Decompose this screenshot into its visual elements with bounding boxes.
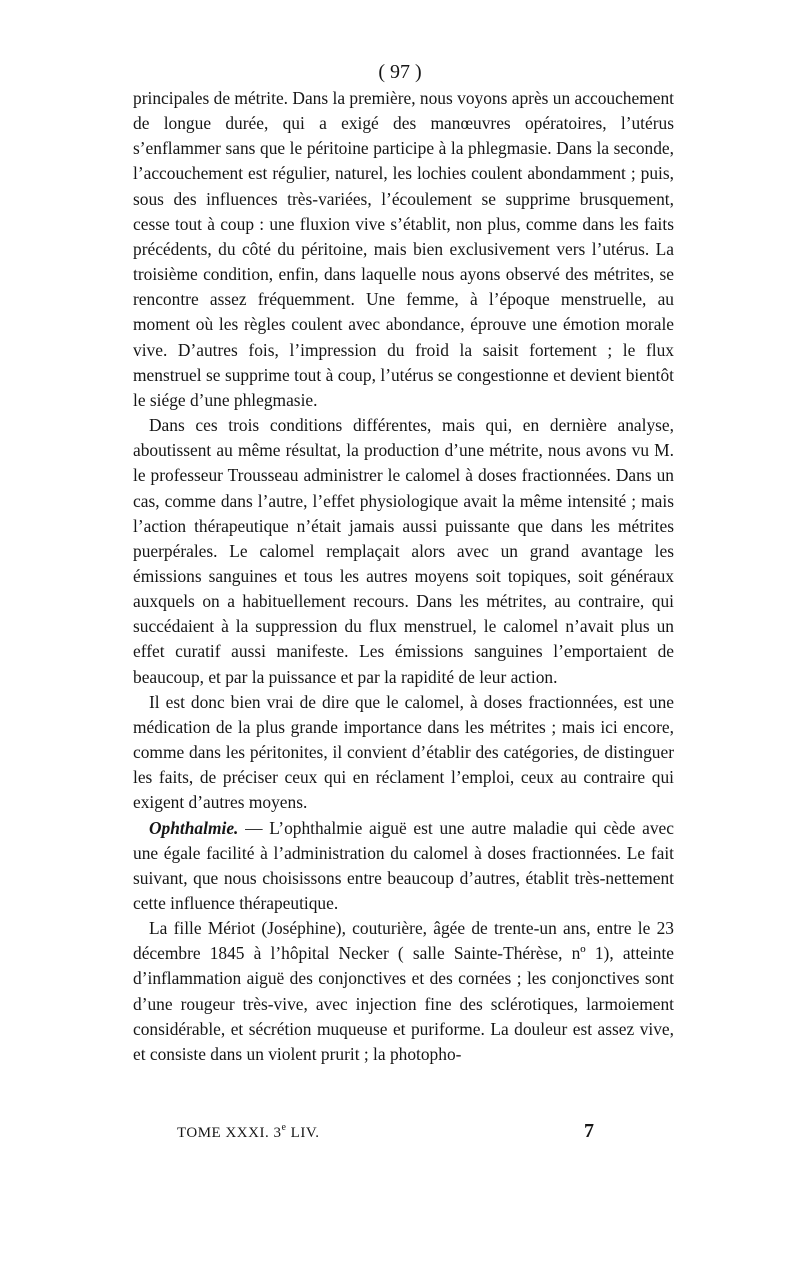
paragraph-4 [133,816,674,917]
signature-main: TOME XXXI. 3 [177,1125,282,1141]
sheet-number: 7 [584,1120,594,1142]
section-heading-ophthalmie: Ophthalmie. [149,817,239,838]
signature-superscript: e [281,1122,287,1133]
page-footer [133,1121,674,1147]
body-text [133,86,674,1067]
paragraph-3: Il est donc bien vrai de dire que le calomel, à doses fractionnées, est une médication de la plus grande importance dans les métrites ; mais ici encore, comme dans les péritonites, il convient d’établir des catégories, de distinguer les faits, de préciser ceux qui en réclament l’emploi, ceux au contraire qui exigent d’autres moyens. [133,691,674,813]
signature-end: LIV. [286,1125,320,1141]
paragraph-2: Dans ces trois conditions différentes, mais qui, en dernière analyse, aboutissent au même résultat, la production d’une métrite, nous avons vu M. le professeur Trousseau administrer le calomel à doses fractionnées. Dans un cas, comme dans l’autre, l’effet physiologique avait la même intensité ; mais l’action thérapeutique n’était jamais aussi puissante que dans les métrites puerpérales. Le calomel remplaçait alors avec un grand avantage les émissions sanguines et tous les autres moyens soit topiques, soit généraux auxquels on a habituellement recours. Dans les métrites, au contraire, qui succédaient à la suppression du flux menstruel, le calomel n’avait plus un effet curatif aussi manifeste. Les émissions sanguines l’emportaient de beaucoup, et par la puissance et par la rapidité de leur action. [133,415,674,687]
paragraph-5: La fille Mériot (Joséphine), couturière, âgée de trente-un ans, entre le 23 décembre 1845 à l’hôpital Necker ( salle Sainte-Thérèse, nº 1), atteinte d’inflammation aiguë des conjonctives et des cornées ; les conjonctives sont d’une rougeur très-vive, avec injection fine des sclérotiques, larmoiement considérable, et sécrétion muqueuse et puriforme. La douleur est assez vive, et consiste dans un violent prurit ; la photopho- [133,918,674,1064]
paragraph-4-text: — L’ophthalmie aiguë est une autre maladie qui cède avec une égale facilité à l’administration du calomel à doses fractionnées. Le fait suivant, que nous choisissons entre beaucoup d’autres, établit très-nettement cette influence thérapeutique. [133,817,674,913]
paragraph-1: principales de métrite. Dans la première, nous voyons après un accouchement de longue durée, qui a exigé des manœuvres opératoires, l’utérus s’enflammer sans que le péritoine participe à la phlegmasie. Dans la seconde, l’accouchement est régulier, naturel, les lochies coulent abondamment ; puis, sous des influences très-variées, l’écoulement se supprime brusquement, cesse tout à coup : une fluxion vive s’établit, non plus, comme dans les faits précédents, du côté du péritoine, mais bien exclusivement vers l’utérus. La troisième condition, enfin, dans laquelle nous ayons observé des métrites, se rencontre assez fréquemment. Une femme, à l’époque menstruelle, au moment où les règles coulent avec abondance, éprouve une émotion morale vive. D’autres fois, l’impression du froid la saisit fortement ; le flux menstruel se supprime tout à coup, l’utérus se congestionne et devient bientôt le siége d’une phlegmasie. [133,88,674,410]
page-number: ( 97 ) [378,61,422,83]
volume-signature [177,1121,319,1145]
